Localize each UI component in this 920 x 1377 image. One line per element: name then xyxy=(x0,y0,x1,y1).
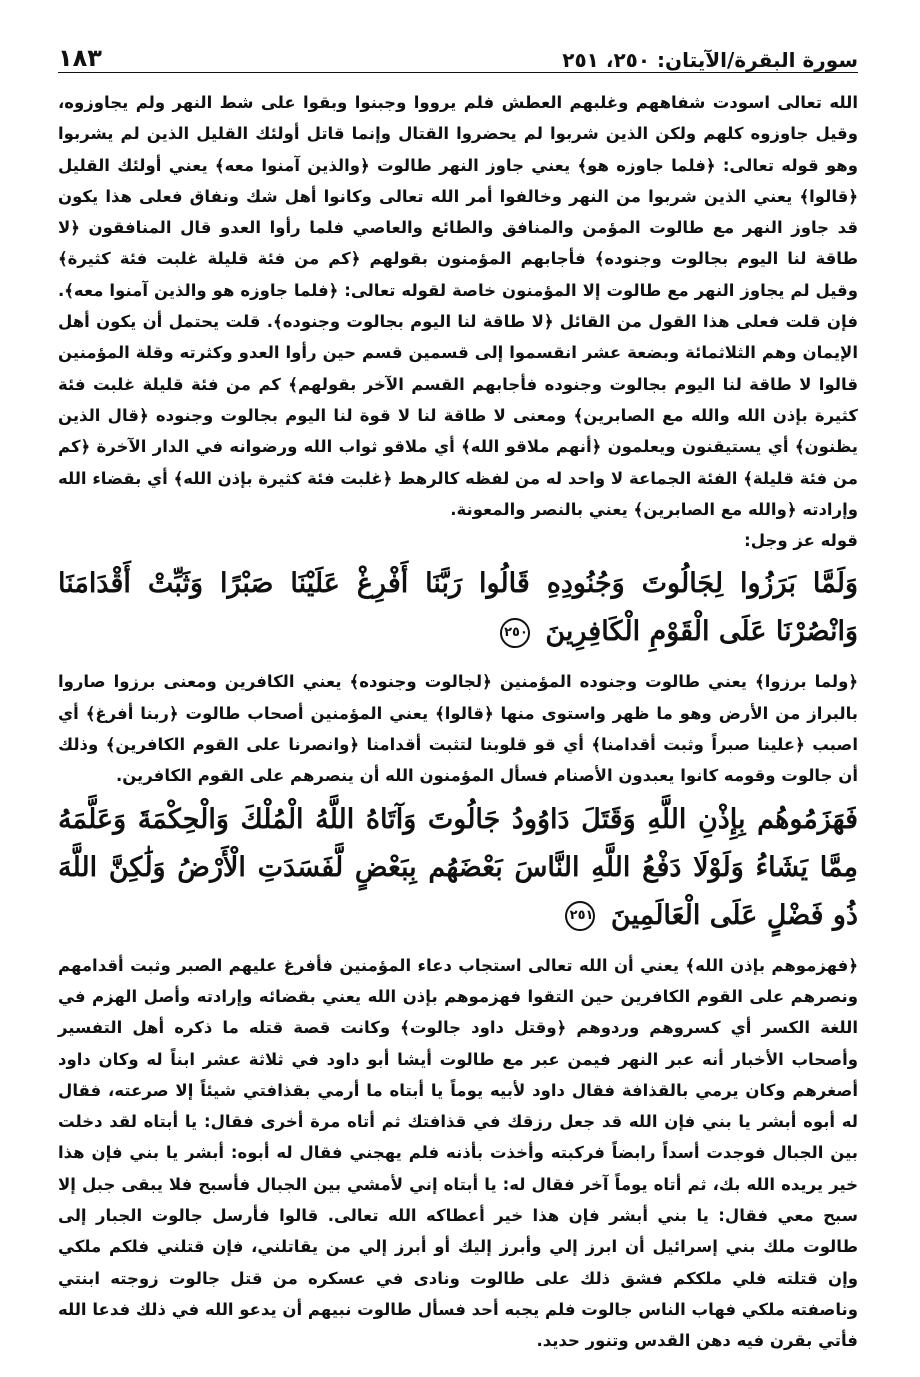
running-title: سورة البقرة/الآيتان: ٢٥٠، ٢٥١ xyxy=(562,48,858,72)
verse-text: فَهَزَمُوهُم بِإِذْنِ اللَّهِ وَقَتَلَ دَاوُودُ جَالُوتَ وَآتَاهُ اللَّهُ الْمُلْكَ وَالْحِكْمَةَ وَعَلَّمَهُ مِمَّا يَشَاءُ وَلَوْلَا دَفْعُ اللَّهِ النَّاسَ بَعْضَهُم بِبَعْضٍ لَّفَسَدَتِ الْأَرْضُ وَلَٰكِنَّ اللَّهَ ذُو فَضْلٍ عَلَى الْعَالَمِينَ xyxy=(58,803,858,931)
commentary-paragraph: ﴿ولما برزوا﴾ يعني طالوت وجنوده المؤمنين ﴿لجالوت وجنوده﴾ يعني الكافرين ومعنى برزوا صاروا بالبراز من الأرض وهو ما ظهر واستوى منها ﴿قالوا﴾ يعني المؤمنين أصحاب طالوت ﴿ربنا أفرغ﴾ أي اصبب ﴿علينا صبراً وثبت أقدامنا﴾ أي قو قلوبنا لتثبت أقدامنا ﴿وانصرنا على القوم الكافرين﴾ وذلك أن جالوت وقومه كانوا يعبدون الأصنام فسأل المؤمنون الله أن ينصرهم على القوم الكافرين. xyxy=(58,672,858,786)
verse-number-marker: ٢٥١ xyxy=(565,901,595,931)
quran-verse-250 xyxy=(58,560,858,656)
page-number: ١٨٣ xyxy=(58,44,102,72)
page-body xyxy=(58,87,858,1357)
quran-verse-251 xyxy=(58,796,858,940)
commentary-paragraph: ﴿فهزموهم بإذن الله﴾ يعني أن الله تعالى استجاب دعاء المؤمنين فأفرغ عليهم الصبر وثبت أقدامهم ونصرهم على القوم الكافرين حين التقوا فهزموهم بإذن الله يعني بقضائه وإرادته وأصل الهزم في اللغة الكسر أي كسروهم وردوهم ﴿وقتل داود جالوت﴾ وكانت قصة قتله ما ذكره أهل التفسير وأصحاب الأخبار أنه عبر النهر فيمن عبر مع طالوت أيشا أبو داود في ثلاثة عشر ابناً له وكان داود أصغرهم وكان يرمي بالقذافة فقال داود لأبيه يوماً يا أبتاه ما أرمي بقذافتي شيئاً إلا صرعته، فقال له أبوه أبشر يا بني فإن الله قد جعل رزقك في قذافتك ثم أتاه مرة أخرى فقال: يا أبتاه لقد دخلت بين الجبال فوجدت أسداً رابضاً فركبته وأخذت بأذنه فلم يهجني فقال له أبوه: أبشر يا بني فإن هذا خير يريده الله بك، ثم أتاه يوماً آخر فقال له: يا أبتاه إني لأمشي بين الجبال فأسبح فلا يبقى جبل إلا سبح معي فقال: يا بني أبشر فإن هذا خير أعطاكه الله تعالى. قالوا فأرسل جالوت الجبار إلى طالوت ملك بني إسرائيل أن ابرز إلي وأبرز إليك أو أبرز إلي من يقاتلني، فإن قتلني فلكم ملكي وإن قتلته فلي ملككم فشق ذلك على طالوت ونادى في عسكره من قتل جالوت زوجته ابنتي وناصفته ملكي فهاب الناس جالوت فلم يجبه أحد فسأل طالوت نبيهم أن يدعو الله في ذلك فدعا الله فأتي بقرن فيه دهن القدس وتنور حديد. xyxy=(58,955,858,1351)
verse-number-marker: ٢٥٠ xyxy=(500,618,530,648)
commentary-paragraph: الله تعالى اسودت شفاههم وغلبهم العطش فلم يرووا وجبنوا وبقوا على شط النهر ولم يجاوزوه، وقيل جاوزوه كلهم ولكن الذين شربوا لم يحضروا القتال وإنما قاتل أولئك القليل الذين لم يشربوا وهو قوله تعالى: ﴿فلما جاوزه هو﴾ يعني جاوز النهر طالوت ﴿والذين آمنوا معه﴾ يعني أولئك القليل ﴿قالوا﴾ يعني الذين شربوا من النهر وخالفوا أمر الله تعالى وكانوا أهل شك ونفاق فعلى هذا يكون قد جاوز النهر مع طالوت المؤمن والمنافق والطائع والعاصي فلما رأوا العدو قال المنافقون ﴿لا طاقة لنا اليوم بجالوت وجنوده﴾ فأجابهم المؤمنون بقولهم ﴿كم من فئة قليلة غلبت فئة كثيرة﴾ وقيل لم يجاوز النهر مع طالوت إلا المؤمنون خاصة لقوله تعالى: ﴿فلما جاوزه هو والذين آمنوا معه﴾. فإن قلت فعلى هذا القول من القائل ﴿لا طاقة لنا اليوم بجالوت وجنوده﴾. قلت يحتمل أن يكون أهل الإيمان وهم الثلاثمائة وبضعة عشر انقسموا إلى قسمين قسم حين رأوا العدو وكثرته وقلة المؤمنين قالوا لا طاقة لنا اليوم بجالوت وجنوده فأجابهم القسم الآخر بقولهم﴾ كم من فئة قليلة غلبت فئة كثيرة بإذن الله والله مع الصابرين﴾ ومعنى لا طاقة لنا لا قوة لنا اليوم بجالوت وجنوده ﴿قال الذين يظنون﴾ أي يستيقنون ويعلمون ﴿أنهم ملاقو الله﴾ أي ملاقو ثواب الله ورضوانه في الدار الآخرة ﴿كم من فئة قليلة﴾ الفئة الجماعة لا واحد له من لفظه كالرهط ﴿غلبت فئة كثيرة بإذن الله﴾ أي بقضاء الله وإرادته ﴿والله مع الصابرين﴾ يعني بالنصر والمعونة. xyxy=(58,93,858,519)
verse-text: وَلَمَّا بَرَزُوا لِجَالُوتَ وَجُنُودِهِ قَالُوا رَبَّنَا أَفْرِغْ عَلَيْنَا صَبْرًا وَثَبِّتْ أَقْدَامَنَا وَانْصُرْنَا عَلَى الْقَوْمِ الْكَافِرِينَ xyxy=(58,568,858,648)
page xyxy=(58,40,858,1357)
page-header xyxy=(58,40,858,73)
verse-intro: قوله عز وجل: xyxy=(744,531,858,551)
